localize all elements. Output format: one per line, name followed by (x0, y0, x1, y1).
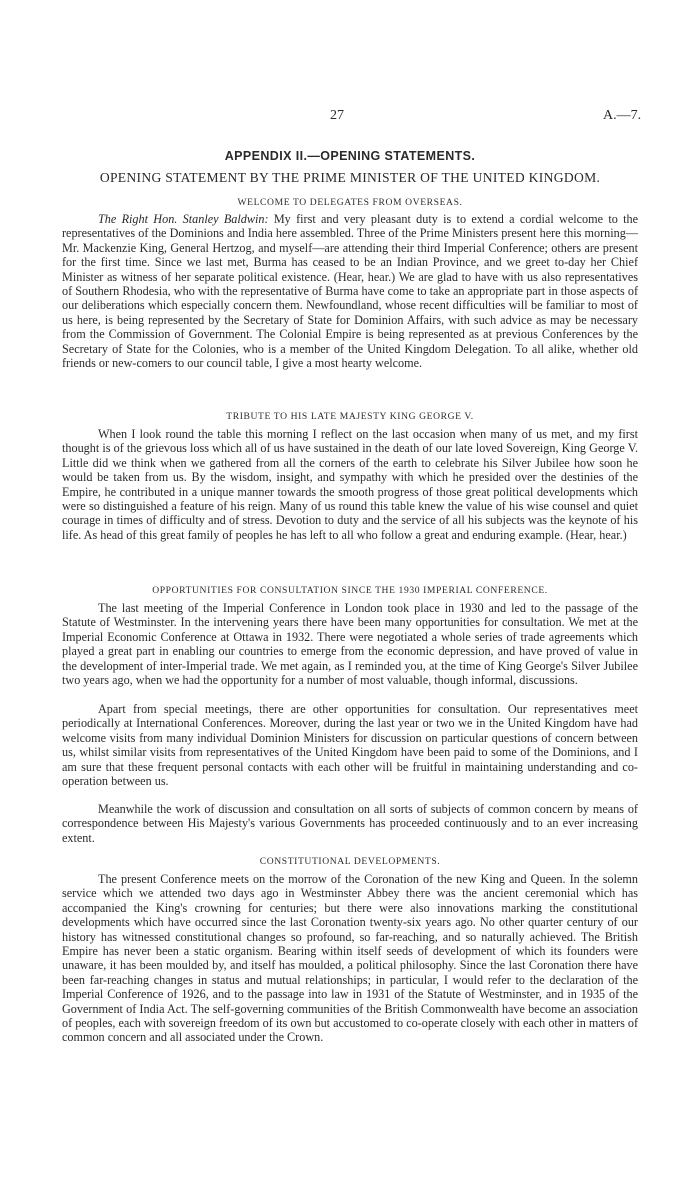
document-series: A.—7. (603, 108, 642, 123)
paragraph-constitutional: The present Conference meets on the morrow of the Coronation of the new King and Queen. In the solemn service which we attended two days ago in Westminster Abbey there was the ancient ceremonial which has accompanied the King's crowning for centuries; but there were also innovations marking the constitutional developments which have occurred since the last Coronation twenty-six years ago. No other quarter century of our history has witnessed constitutional changes so profound, so far-reaching, and so naturally achieved. The British Empire has never been a static organism. Bearing within itself seeds of development of which its founders were unaware, it has been moulded by, and itself has moulded, a political philosophy. Since the last Coronation there have been far-reaching changes in status and mutual relationships; in particular, I would refer to the declaration of the Imperial Conference of 1926, and to the passage into law in 1931 of the Statute of Westminster, and in 1935 of the Government of India Act. The self-governing communities of the British Commonwealth have become an association of peoples, each with sovereign freedom of its own but accustomed to co-operate closely with each other in matters of common concern and all associated under the Crown. (62, 872, 639, 1045)
page-number: 27 (330, 108, 344, 123)
section-heading-welcome: WELCOME TO DELEGATES FROM OVERSEAS. (237, 197, 463, 208)
paragraph-welcome (62, 212, 638, 370)
paragraph-text: My first and very pleasant duty is to extend a cordial welcome to the representatives of the Dominions and India here assembled. Three of the Prime Ministers present here this morning—Mr. Mackenzie King, General Hertzog, and myself—are attending their third Imperial Conference; others are present for the first time. Since we last met, Burma has ceased to be an Indian Province, and we greet to-day her Chief Minister as witness of her separate political existence. (Hear, hear.) We are glad to have with us also representatives of Southern Rhodesia, who with the representative of Burma have come to take an appropriate part in those aspects of our deliberations which especially concern them. Newfoundland, whose recent difficulties will be familiar to most of us here, is being represented by the Secretary of State for Dominion Affairs, with such advice as may be necessary from the Commission of Government. The Colonial Empire is being represented as at previous Conferences by the Secretary of State for the Colonies, who is a member of the United Kingdom Delegation. To all alike, whether old friends or new-comers to our council table, I give a most hearty welcome. (62, 212, 638, 371)
appendix-title: APPENDIX II.—OPENING STATEMENTS. (224, 149, 476, 163)
paragraph-opportunities-2: Apart from special meetings, there are other opportunities for consultation. Our representatives meet periodically at International Conferences. Moreover, during the last year or two we in the United Kingdom have had welcome visits from many individual Dominion Ministers for discussion on particular questions of concern between us, whilst similar visits from representatives of the United Kingdom have been paid to some of the Dominions, and I am sure that these frequent personal contacts with each other will be fruitful in maintaining understanding and co-operation between us. (62, 702, 638, 789)
paragraph-opportunities-3: Meanwhile the work of discussion and consultation on all sorts of subjects of common concern by means of correspondence between His Majesty's various Governments has proceeded continuously and to an ever increasing extent. (62, 802, 638, 845)
section-heading-tribute: TRIBUTE TO HIS LATE MAJESTY KING GEORGE V. (226, 411, 474, 422)
statement-title: OPENING STATEMENT BY THE PRIME MINISTER OF THE UNITED KINGDOM. (99, 170, 601, 185)
section-heading-opportunities: OPPORTUNITIES FOR CONSULTATION SINCE THE 1930 IMPERIAL CONFERENCE. (152, 585, 548, 596)
section-heading-constitutional: CONSTITUTIONAL DEVELOPMENTS. (259, 856, 441, 867)
speaker-name: The Right Hon. Stanley Baldwin: (98, 212, 269, 226)
paragraph-tribute: When I look round the table this morning I reflect on the last occasion when many of us met, and my first thought is of the grievous loss which all of us have sustained in the death of our late loved Sovereign, King George V. Little did we think when we gathered from all the corners of the earth to celebrate his Silver Jubilee how soon he would be taken from us. By the wisdom, insight, and sympathy with which he presided over the destinies of the Empire, he contributed in a unique manner towards the smooth progress of those great political developments which were so distinguished a feature of his reign. Many of us round this table knew the value of his wise counsel and quiet courage in times of difficulty and of stress. Devotion to duty and the service of all his subjects was the keynote of his life. As head of this great family of peoples he has left to all who follow a great and enduring example. (Hear, hear.) (62, 427, 638, 542)
paragraph-opportunities-1: The last meeting of the Imperial Conference in London took place in 1930 and led to the passage of the Statute of Westminster. In the intervening years there have been many opportunities for consultation. We met at the Imperial Economic Conference at Ottawa in 1932. There were negotiated a whole series of trade agreements which played a great part in enabling our countries to emerge from the economic depression, and have proved of value in the development of inter-Imperial trade. We met again, as I reminded you, at the time of King George's Silver Jubilee two years ago, when we had the opportunity for a number of most valuable, though informal, discussions. (62, 601, 638, 688)
